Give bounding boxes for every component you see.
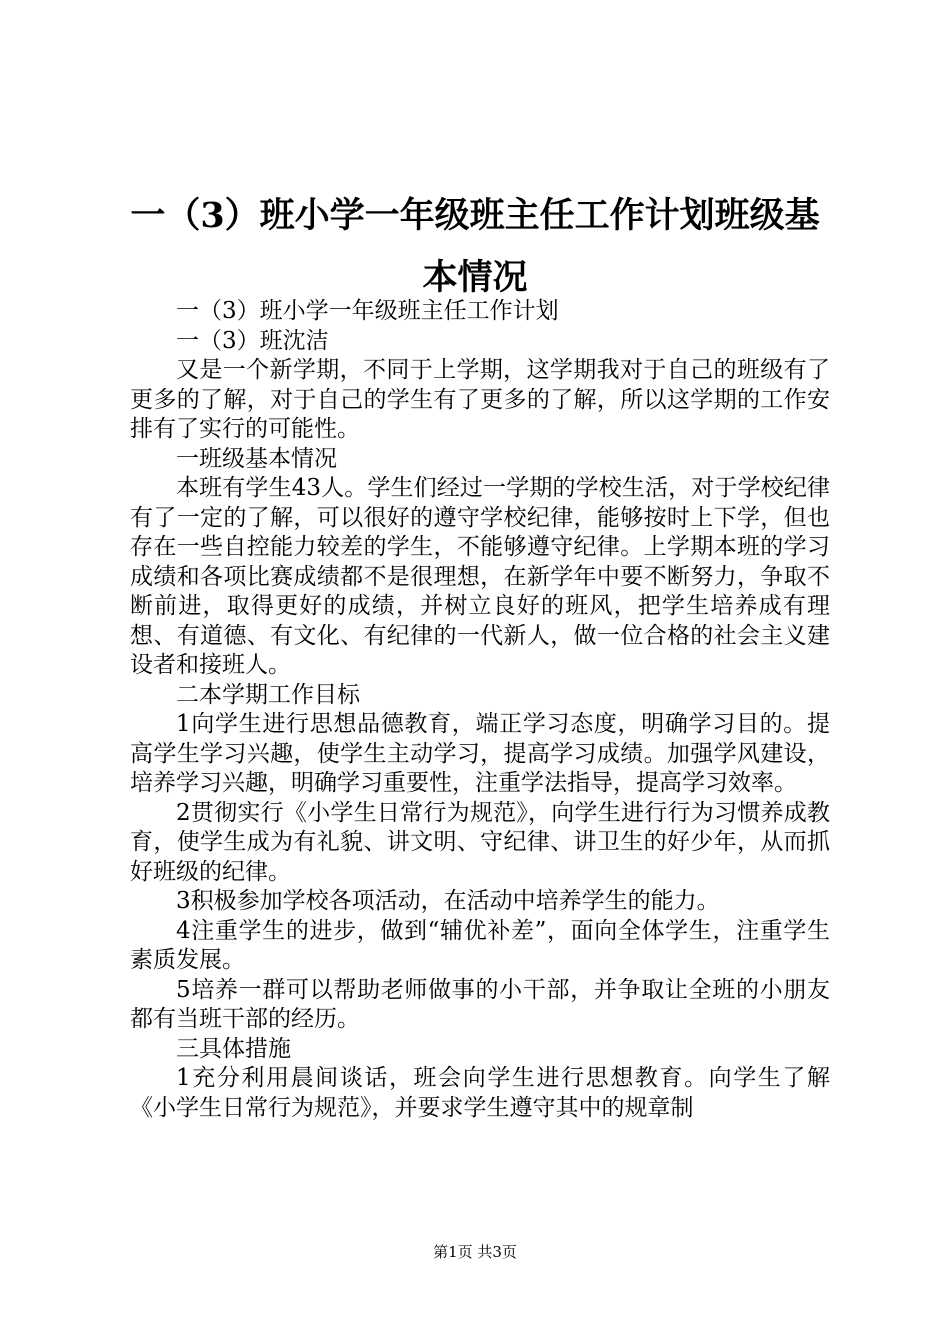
- document-body: [130, 297, 830, 1123]
- paragraph-plan-heading: 一（3）班小学一年级班主任工作计划: [176, 298, 559, 324]
- paragraph-goal-4: 4注重学生的进步，做到“辅优补差”，面向全体学生，注重学生素质发展。: [130, 917, 830, 973]
- page-footer: 第1页 共3页: [433, 1243, 517, 1261]
- paragraph-goal-2: 2贯彻实行《小学生日常行为规范》，向学生进行行为习惯养成教育，使学生成为有礼貌、讲文明、守纪律、讲卫生的好少年，从而抓好班级的纪律。: [130, 799, 830, 885]
- section-heading-class-situation: 一班级基本情况: [176, 445, 337, 472]
- paragraph-class-situation: 本班有学生43人。学生们经过一学期的学校生活，对于学校纪律有了一定的了解，可以很好的遵守学校纪律，能够按时上下学，但也存在一些自控能力较差的学生，不能够遵守纪律。上学期本班的学习成绩和各项比赛成绩都不是很理想，在新学年中要不断努力，争取不断前进，取得更好的成绩，并树立良好的班风，把学生培养成有理想、有道德、有文化、有纪律的一代新人，做一位合格的社会主义建设者和接班人。: [130, 475, 830, 678]
- document-title: 一（3）班小学一年级班主任工作计划班级基本情况: [130, 195, 820, 298]
- paragraph-goal-3: 3积极参加学校各项活动，在活动中培养学生的能力。: [176, 888, 720, 914]
- section-heading-goals: 二本学期工作目标: [176, 681, 360, 708]
- section-heading-measures: 三具体措施: [176, 1035, 291, 1062]
- paragraph-measure-1: 1充分利用晨间谈话，班会向学生进行思想教育。向学生了解《小学生日常行为规范》，并要求学生遵守其中的规章制: [130, 1065, 830, 1121]
- paragraph-author: 一（3）班沈洁: [176, 327, 329, 354]
- paragraph-goal-1: 1向学生进行思想品德教育，端正学习态度，明确学习目的。提高学生学习兴趣，使学生主动学习，提高学习成绩。加强学风建设，培养学习兴趣，明确学习重要性，注重学法指导，提高学习效率。: [130, 711, 830, 796]
- paragraph-intro: 又是一个新学期，不同于上学期，这学期我对于自己的班级有了更多的了解，对于自己的学生有了更多的了解，所以这学期的工作安排有了实行的可能性。: [130, 357, 830, 442]
- paragraph-goal-5: 5培养一群可以帮助老师做事的小干部，并争取让全班的小朋友都有当班干部的经历。: [130, 976, 830, 1032]
